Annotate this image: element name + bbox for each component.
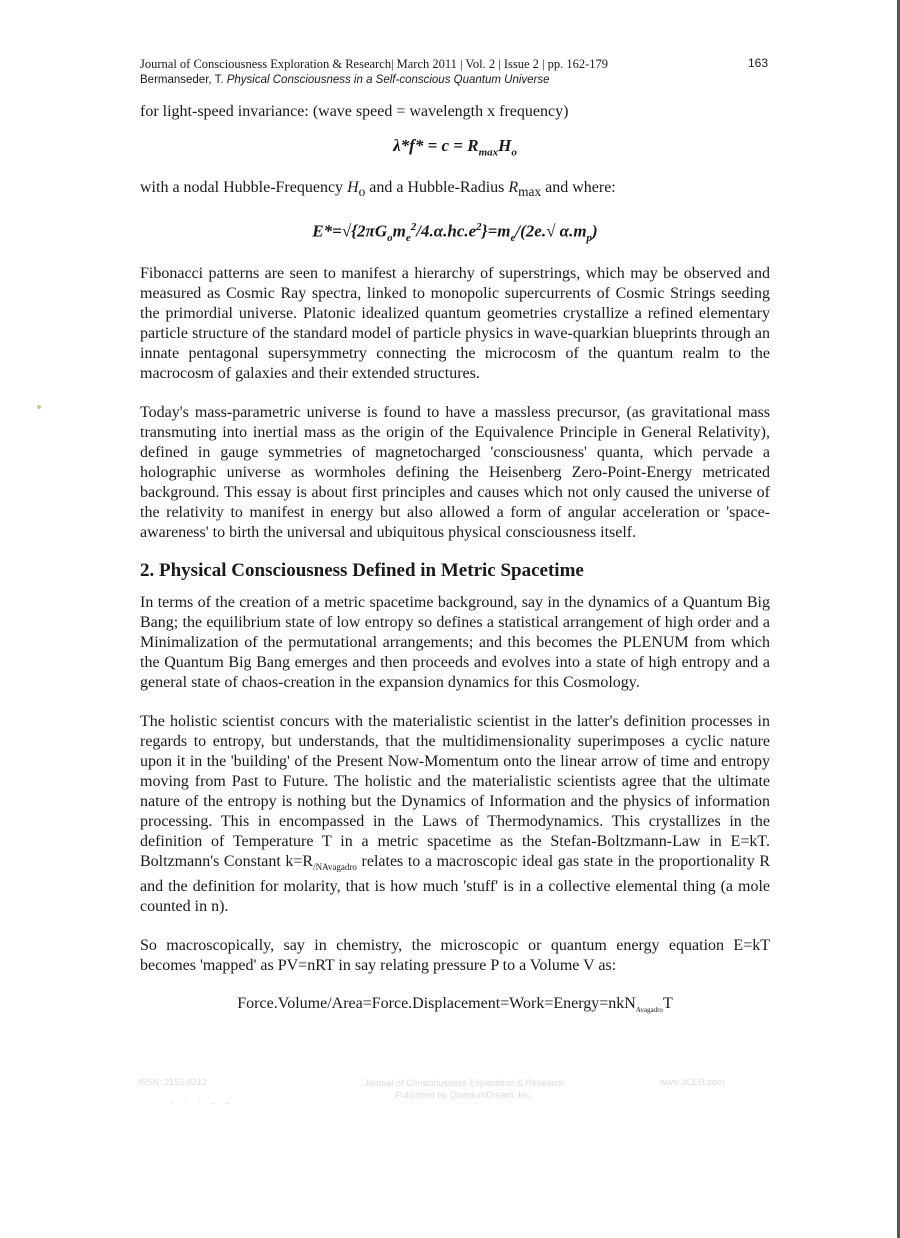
force-equation: Force.Volume/Area=Force.Displacement=Work=Energy=nkN$_{Avagadro}$T bbox=[237, 994, 673, 1014]
paragraph-fibonacci: Fibonacci patterns are seen to manifest a hierarchy of superstrings, which may be observed and measured as Cosmic Ray spectra, linked to monopolic supercurrents of Cosmic Strings seeding the primordial universe. Platonic idealized quantum geometries crystallize a refined elementary particle structure of the standard model of particle physics in wave-quarkian blueprints through an innate pentagonal supersymmetry connecting the microcosm of the quantum realm to the macrocosm of galaxies and their extended structures. bbox=[140, 264, 770, 382]
footer-website: www.JCER.com bbox=[660, 1077, 725, 1087]
equation-energy: $E*=√\{2\pi G_om_e^2/4.\alpha.hc.e^2\}=m_e/(2e.√$ $\alpha.m_p$) bbox=[312, 220, 598, 244]
paragraph-metric-spacetime: In terms of the creation of a metric spacetime background, say in the dynamics of a Quantum Big Bang; the equilibrium state of low entropy so defines a statistical arrangement of high order and a Minimalization of the permutational arrangements; and this becomes the PLENUM from which the Quantum Big Bang emerges and then proceeds and evolves into a state of high entropy and a general state of chaos-creation in the expansion dynamics for this Cosmology. bbox=[140, 593, 770, 691]
scan-specks: · · ˙ ‐ ‐ bbox=[170, 1098, 233, 1109]
footer-issn: ISSN: 2153-8212 bbox=[138, 1077, 208, 1087]
running-header bbox=[140, 56, 780, 88]
scan-speck bbox=[37, 405, 41, 409]
author-title-line bbox=[140, 72, 780, 88]
author: Bermanseder, T. bbox=[140, 74, 224, 86]
paragraph-mass-parametric: Today's mass-parametric universe is found to have a massless precursor, (as gravitational mass transmuting into inertial mass as the origin of the Equivalence Principle in General Relativity), defined in gauge symmetries of magnetocharged 'consciousness' quanta, which pervade a holographic universe as wormholes defining the Heisenberg Zero-Point-Energy metricated background. This essay is about first principles and causes which not only caused the universe of the relativity to manifest in energy but also allowed a form of angular acceleration or 'space-awareness' to birth the universal and ubiquitous physical consciousness itself. bbox=[140, 403, 770, 541]
page-body bbox=[140, 102, 770, 1020]
article-title: Physical Consciousness in a Self-conscious Quantum Universe bbox=[226, 74, 550, 86]
section-heading: 2. Physical Consciousness Defined in Metric Spacetime bbox=[140, 559, 584, 581]
paragraph-holistic: The holistic scientist concurs with the materialistic scientist in the latter's definition processes in regards to entropy, but understands, that the multidimensionality superimposes a cyclic nature upon it in the 'building' of the Present Now-Momentum onto the linear arrow of time and entropy moving from Past to Future. The holistic and the materialistic scientists agree that the ultimate nature of the entropy is nothing but the Dynamics of Information and the physics of information processing. This in encompassed in the Laws of Thermodynamics. This crystallizes in the definition of Temperature T in a metric spacetime as the Stefan-Boltzmann-Law in E=kT. Boltzmann's Constant $k=R_{/NAvagadro}$ relates to a macroscopic ideal gas state in the proportionality R and the definition for molarity, that is how much 'stuff' is in a collective elemental thing (a mole counted in n). bbox=[140, 712, 770, 915]
footer-journal: Journal of Consciousness Exploration & Research Published by QuantumDream, Inc. bbox=[363, 1078, 565, 1100]
hubble-line: with a nodal Hubble-Frequency $H_o$ and a Hubble-Radius $R_{max}$ and where: bbox=[140, 179, 616, 200]
paragraph-macroscopic: So macroscopically, say in chemistry, the microscopic or quantum energy equation E=kT becomes 'mapped' as PV=nRT in say relating pressure P to a Volume V as: bbox=[140, 936, 770, 974]
intro-line: for light-speed invariance: (wave speed = wavelength x frequency) bbox=[140, 103, 569, 120]
page-number: 163 bbox=[748, 56, 769, 70]
journal-line: Journal of Consciousness Exploration & Research| March 2011 | Vol. 2 | Issue 2 | pp. 162-179 bbox=[140, 57, 609, 71]
equation-light-speed: $\lambda*f* = c = R_{max}H_o$ bbox=[393, 136, 517, 159]
